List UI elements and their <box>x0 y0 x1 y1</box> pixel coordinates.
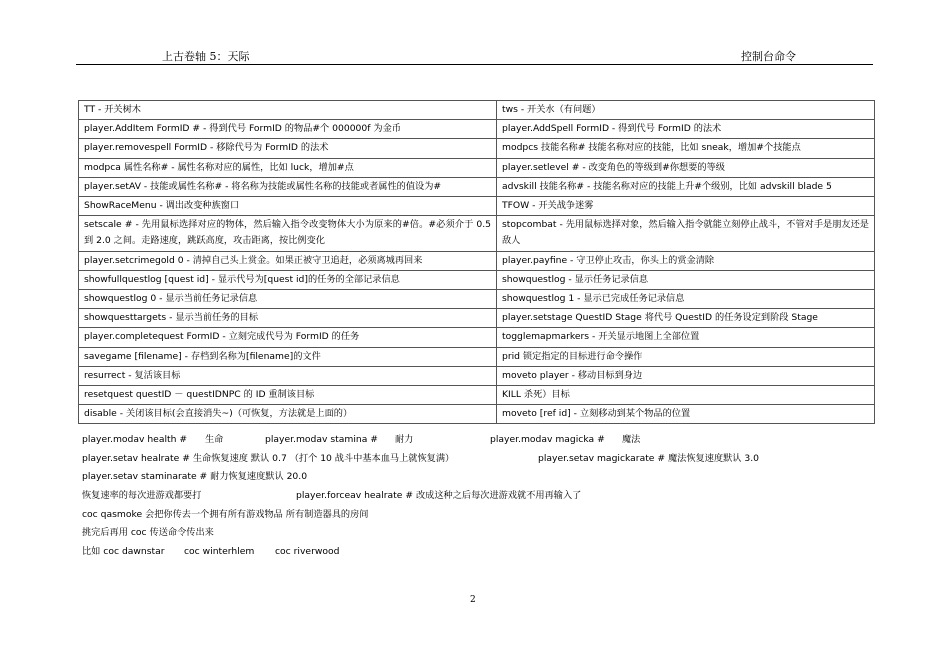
note-line-examples <box>82 543 872 562</box>
command-cell-right: showquestlog - 显示任务记录信息 <box>497 270 875 289</box>
command-cell-right: moveto player - 移动目标到身边 <box>497 366 875 385</box>
command-cell-left: ShowRaceMenu - 调出改变种族窗口 <box>79 197 497 216</box>
command-cell-right: modpcs 技能名称# 技能名称对应的技能，比如 sneak，增加#个技能点 <box>497 139 875 158</box>
note-healrate: player.setav healrate # 生命恢复速度 默认 0.7 （打个 10 战斗中基本血马上就恢复满） <box>82 452 455 464</box>
command-cell-right: stopcombat - 先用鼠标选择对象，然后输入指令就能立刻停止战斗，不管对手是朋友还是敌人 <box>497 216 875 251</box>
note-modav-health-label: 生命 <box>205 434 224 445</box>
command-cell-left: showquestlog 0 - 显示当前任务记录信息 <box>79 290 497 309</box>
table-row <box>79 158 875 177</box>
command-cell-left: showfullquestlog [quest id] - 显示代号为[quest id]的任务的全部记录信息 <box>79 270 497 289</box>
table-row <box>79 270 875 289</box>
command-cell-right: tws - 开关水（有问题） <box>497 101 875 120</box>
command-cell-left: disable - 关闭该目标(会直接消失~)（可恢复，方法就是上面的） <box>79 405 497 424</box>
command-cell-left: resetquest questID － questIDNPC 的 ID 重制该目标 <box>79 386 497 405</box>
command-cell-right: player.setstage QuestID Stage 将代号 QuestID 的任务设定到阶段 Stage <box>497 309 875 328</box>
page-number: 2 <box>470 595 476 605</box>
notes-block <box>82 431 872 562</box>
note-line-modav <box>82 431 872 450</box>
note-forceav: player.forceav healrate # 改成这种之后每次进游戏就不用再输入了 <box>296 490 582 502</box>
table-row <box>79 101 875 120</box>
command-cell-left: player.completequest FormID - 立刻完成代号为 FormID 的任务 <box>79 328 497 347</box>
command-cell-right: showquestlog 1 - 显示已完成任务记录信息 <box>497 290 875 309</box>
note-line-coc <box>82 524 872 543</box>
command-cell-left: player.removespell FormID - 移除代号为 FormID 的法术 <box>79 139 497 158</box>
command-cell-left: savegame [filename] - 存档到名称为[filename]的文件 <box>79 347 497 366</box>
note-line-qasmoke <box>82 506 872 525</box>
command-cell-left: modpca 属性名称# - 属性名称对应的属性，比如 luck，增加#点 <box>79 158 497 177</box>
note-modav-stamina-label: 耐力 <box>395 434 414 445</box>
table-row <box>79 251 875 270</box>
note-modav-magicka: player.modav magicka # <box>490 434 605 445</box>
note-modav-health: player.modav health # <box>82 434 188 445</box>
command-cell-left: TT - 开关树木 <box>79 101 497 120</box>
command-cell-right: player.payfine - 守卫停止攻击，你头上的赏金清除 <box>497 251 875 270</box>
header-doc-title: 上古卷轴 5：天际 <box>162 50 250 63</box>
command-cell-left: resurrect - 复活该目标 <box>79 366 497 385</box>
table-row <box>79 366 875 385</box>
command-cell-left: player.setAV - 技能或属性名称# - 将名称为技能或属性名称的技能或者属性的值设为# <box>79 177 497 196</box>
table-row <box>79 290 875 309</box>
table-row <box>79 347 875 366</box>
table-row <box>79 405 875 424</box>
table-row <box>79 197 875 216</box>
command-cell-right: player.AddSpell FormID - 得到代号 FormID 的法术 <box>497 120 875 139</box>
table-row <box>79 120 875 139</box>
command-cell-left: showquesttargets - 显示当前任务的目标 <box>79 309 497 328</box>
note-line-stamina <box>82 468 872 487</box>
command-cell-right: advskill 技能名称# - 技能名称对应的技能上升#个级别，比如 advskill blade 5 <box>497 177 875 196</box>
note-line-forceav <box>82 487 872 506</box>
command-cell-left: player.AddItem FormID # - 得到代号 FormID 的物品#个 000000f 为金币 <box>79 120 497 139</box>
command-cell-right: TFOW - 开关战争迷雾 <box>497 197 875 216</box>
header-rule <box>76 64 873 65</box>
commands-table <box>78 100 875 424</box>
note-coc-return: 挑完后再用 coc 传送命令传出来 <box>82 527 214 539</box>
table-row <box>79 216 875 251</box>
note-coc-dawnstar: 比如 coc dawnstar <box>82 546 165 558</box>
note-coc-winterhlem: coc winterhlem <box>184 546 255 558</box>
note-coc-riverwood: coc riverwood <box>275 546 340 558</box>
command-cell-right: KILL 杀死）目标 <box>497 386 875 405</box>
table-row <box>79 328 875 347</box>
note-qasmoke: coc qasmoke 会把你传去一个拥有所有游戏物品 所有制造器具的房间 <box>82 508 369 520</box>
table-row <box>79 177 875 196</box>
header-section-title: 控制台命令 <box>741 50 796 63</box>
command-cell-left: player.setcrimegold 0 - 清掉自己头上赏金。如果正被守卫追赶，必须离城再回来 <box>79 251 497 270</box>
table-row <box>79 139 875 158</box>
command-cell-right: player.setlevel # - 改变角色的等级到#你想要的等级 <box>497 158 875 177</box>
command-cell-right: togglemapmarkers - 开关显示地图上全部位置 <box>497 328 875 347</box>
note-magickarate: player.setav magickarate # 魔法恢复速度默认 3.0 <box>538 452 760 464</box>
note-staminarate: player.setav staminarate # 耐力恢复速度默认 20.0 <box>82 471 308 483</box>
note-modav-magicka-label: 魔法 <box>622 434 641 445</box>
note-every-game: 恢复速率的每次进游戏都要打 <box>82 490 202 502</box>
note-line-rates <box>82 450 872 469</box>
note-modav-stamina: player.modav stamina # <box>265 434 378 445</box>
command-cell-right: moveto [ref id] - 立刻移动到某个物品的位置 <box>497 405 875 424</box>
table-row <box>79 386 875 405</box>
command-cell-left: setscale # - 先用鼠标选择对应的物体，然后输入指令改变物体大小为原来的#倍。#必须介于 0.5 到 2.0 之间。走路速度，跳跃高度，攻击距离，按比例变化 <box>79 216 497 251</box>
command-cell-right: prid 锁定指定的目标进行命令操作 <box>497 347 875 366</box>
table-row <box>79 309 875 328</box>
